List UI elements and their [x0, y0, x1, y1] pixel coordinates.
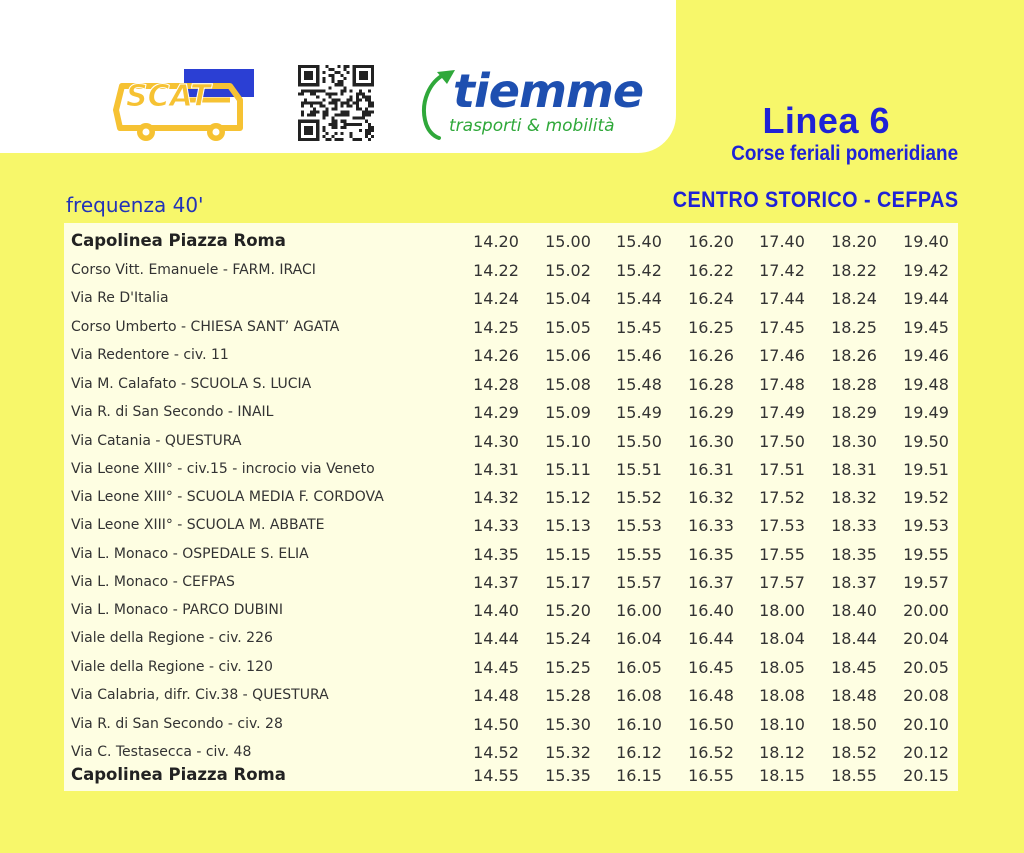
- stop-row: [64, 258, 958, 286]
- departure-time: 18.52: [831, 743, 877, 762]
- timetable: [64, 223, 958, 791]
- departure-time: 14.33: [473, 516, 519, 535]
- departure-time: 15.50: [616, 432, 662, 451]
- tiemme-tagline: trasporti & mobilità: [449, 116, 615, 136]
- tiemme-wordmark: tiemme: [453, 64, 644, 118]
- departure-time: 18.55: [831, 766, 877, 785]
- departure-time: 14.55: [473, 766, 519, 785]
- stop-row: [64, 429, 958, 457]
- departure-time: 15.30: [545, 715, 591, 734]
- departure-time: 15.00: [545, 232, 591, 251]
- departure-time: 16.44: [688, 629, 734, 648]
- scat-logo: [112, 66, 257, 144]
- departure-time: 15.20: [545, 601, 591, 620]
- qr-code-icon: [298, 65, 374, 141]
- departure-time: 17.49: [759, 403, 805, 422]
- stop-row: [64, 655, 958, 683]
- departure-time: 15.57: [616, 573, 662, 592]
- departure-time: 19.42: [903, 261, 949, 280]
- departure-time: 15.04: [545, 289, 591, 308]
- qr-code: [298, 65, 374, 141]
- stop-row: [64, 286, 958, 314]
- tiemme-logo: [415, 64, 644, 142]
- departure-time: 15.09: [545, 403, 591, 422]
- departure-time: 20.00: [903, 601, 949, 620]
- departure-time: 15.28: [545, 686, 591, 705]
- stop-row: [64, 598, 958, 626]
- departure-time: 16.40: [688, 601, 734, 620]
- departure-time: 19.55: [903, 545, 949, 564]
- stop-row: [64, 485, 958, 513]
- stop-name: Via Leone XIII° - SCUOLA M. ABBATE: [71, 517, 325, 533]
- departure-time: 14.35: [473, 545, 519, 564]
- departure-time: 18.20: [831, 232, 877, 251]
- departure-time: 16.26: [688, 346, 734, 365]
- departure-time: 15.11: [545, 460, 591, 479]
- departure-time: 17.48: [759, 375, 805, 394]
- departure-time: 18.00: [759, 601, 805, 620]
- departure-time: 18.24: [831, 289, 877, 308]
- departure-time: 17.46: [759, 346, 805, 365]
- departure-time: 15.08: [545, 375, 591, 394]
- departure-time: 15.12: [545, 488, 591, 507]
- departure-time: 14.52: [473, 743, 519, 762]
- departure-time: 19.50: [903, 432, 949, 451]
- stop-name: Via Redentore - civ. 11: [71, 347, 229, 363]
- departure-time: 19.51: [903, 460, 949, 479]
- departure-time: 15.06: [545, 346, 591, 365]
- line-subtitle: Corse feriali pomeridiane: [731, 142, 958, 165]
- departure-time: 15.32: [545, 743, 591, 762]
- departure-time: 14.48: [473, 686, 519, 705]
- stop-row: [64, 400, 958, 428]
- departure-time: 16.24: [688, 289, 734, 308]
- departure-time: 15.53: [616, 516, 662, 535]
- departure-time: 20.05: [903, 658, 949, 677]
- departure-time: 16.10: [616, 715, 662, 734]
- departure-time: 18.40: [831, 601, 877, 620]
- departure-time: 16.28: [688, 375, 734, 394]
- stop-name: Capolinea Piazza Roma: [71, 231, 286, 250]
- stop-name: Via Calabria, difr. Civ.38 - QUESTURA: [71, 687, 329, 703]
- departure-time: 19.40: [903, 232, 949, 251]
- departure-time: 14.32: [473, 488, 519, 507]
- stop-name: Via L. Monaco - PARCO DUBINI: [71, 602, 283, 618]
- departure-time: 14.40: [473, 601, 519, 620]
- departure-time: 16.48: [688, 686, 734, 705]
- departure-time: 15.25: [545, 658, 591, 677]
- scat-logo-text: SCAT: [126, 79, 211, 114]
- departure-time: 16.32: [688, 488, 734, 507]
- departure-time: 14.26: [473, 346, 519, 365]
- stop-row: [64, 457, 958, 485]
- stop-name: Corso Umberto - CHIESA SANT’ AGATA: [71, 319, 340, 335]
- departure-time: 15.15: [545, 545, 591, 564]
- departure-time: 14.45: [473, 658, 519, 677]
- stop-name: Capolinea Piazza Roma: [71, 765, 286, 784]
- departure-time: 18.32: [831, 488, 877, 507]
- departure-time: 16.55: [688, 766, 734, 785]
- departure-time: 18.25: [831, 318, 877, 337]
- departure-time: 20.15: [903, 766, 949, 785]
- departure-time: 19.45: [903, 318, 949, 337]
- stop-name: Viale della Regione - civ. 120: [71, 659, 273, 675]
- departure-time: 15.17: [545, 573, 591, 592]
- route-label: CENTRO STORICO - CEFPAS: [672, 187, 958, 212]
- stop-name: Via Catania - QUESTURA: [71, 433, 242, 449]
- stop-row: [64, 343, 958, 371]
- departure-time: 14.37: [473, 573, 519, 592]
- departure-time: 18.48: [831, 686, 877, 705]
- departure-time: 18.44: [831, 629, 877, 648]
- departure-time: 19.48: [903, 375, 949, 394]
- departure-time: 16.30: [688, 432, 734, 451]
- departure-time: 18.04: [759, 629, 805, 648]
- departure-time: 15.35: [545, 766, 591, 785]
- departure-time: 18.50: [831, 715, 877, 734]
- departure-time: 19.44: [903, 289, 949, 308]
- departure-time: 16.04: [616, 629, 662, 648]
- departure-time: 15.42: [616, 261, 662, 280]
- departure-time: 17.51: [759, 460, 805, 479]
- departure-time: 14.50: [473, 715, 519, 734]
- stop-row: [64, 513, 958, 541]
- stop-name: Viale della Regione - civ. 226: [71, 630, 273, 646]
- departure-time: 14.30: [473, 432, 519, 451]
- departure-time: 15.51: [616, 460, 662, 479]
- departure-time: 20.10: [903, 715, 949, 734]
- departure-time: 18.45: [831, 658, 877, 677]
- departure-time: 14.31: [473, 460, 519, 479]
- terminal-row: [64, 763, 958, 791]
- stop-row: [64, 542, 958, 570]
- stop-row: [64, 570, 958, 598]
- departure-time: 18.30: [831, 432, 877, 451]
- departure-time: 15.46: [616, 346, 662, 365]
- stop-name: Via R. di San Secondo - civ. 28: [71, 716, 283, 732]
- departure-time: 16.35: [688, 545, 734, 564]
- departure-time: 19.52: [903, 488, 949, 507]
- departure-time: 14.24: [473, 289, 519, 308]
- stop-name: Via Leone XIII° - SCUOLA MEDIA F. CORDOVA: [71, 489, 384, 505]
- departure-time: 16.00: [616, 601, 662, 620]
- stop-name: Via Re D'Italia: [71, 290, 169, 306]
- departure-time: 20.08: [903, 686, 949, 705]
- departure-time: 16.22: [688, 261, 734, 280]
- stop-row: [64, 712, 958, 740]
- departure-time: 15.52: [616, 488, 662, 507]
- departure-time: 18.33: [831, 516, 877, 535]
- departure-time: 15.40: [616, 232, 662, 251]
- departure-time: 17.45: [759, 318, 805, 337]
- departure-time: 19.49: [903, 403, 949, 422]
- departure-time: 14.20: [473, 232, 519, 251]
- departure-time: 18.35: [831, 545, 877, 564]
- departure-time: 17.55: [759, 545, 805, 564]
- departure-time: 15.45: [616, 318, 662, 337]
- line-title: Linea 6: [762, 100, 890, 141]
- stop-name: Via Leone XIII° - civ.15 - incrocio via Veneto: [71, 461, 375, 477]
- stop-name: Via C. Testasecca - civ. 48: [71, 744, 252, 760]
- departure-time: 18.08: [759, 686, 805, 705]
- departure-time: 16.05: [616, 658, 662, 677]
- departure-time: 17.50: [759, 432, 805, 451]
- departure-time: 15.44: [616, 289, 662, 308]
- stop-row: [64, 626, 958, 654]
- departure-time: 18.28: [831, 375, 877, 394]
- bus-icon: [112, 66, 257, 144]
- departure-time: 20.12: [903, 743, 949, 762]
- frequency-label: frequenza 40': [66, 193, 204, 217]
- stop-row: [64, 372, 958, 400]
- departure-time: 15.13: [545, 516, 591, 535]
- departure-time: 18.12: [759, 743, 805, 762]
- departure-time: 15.02: [545, 261, 591, 280]
- departure-time: 17.44: [759, 289, 805, 308]
- departure-time: 18.05: [759, 658, 805, 677]
- stop-name: Via M. Calafato - SCUOLA S. LUCIA: [71, 376, 312, 392]
- departure-time: 16.20: [688, 232, 734, 251]
- departure-time: 16.12: [616, 743, 662, 762]
- departure-time: 15.24: [545, 629, 591, 648]
- departure-time: 19.46: [903, 346, 949, 365]
- stop-name: Via L. Monaco - CEFPAS: [71, 574, 235, 590]
- stop-row: [64, 315, 958, 343]
- departure-time: 17.42: [759, 261, 805, 280]
- departure-time: 18.31: [831, 460, 877, 479]
- departure-time: 16.15: [616, 766, 662, 785]
- departure-time: 15.55: [616, 545, 662, 564]
- departure-time: 16.25: [688, 318, 734, 337]
- stop-row: [64, 683, 958, 711]
- stop-name: Via R. di San Secondo - INAIL: [71, 404, 274, 420]
- departure-time: 16.31: [688, 460, 734, 479]
- terminal-row: [64, 229, 958, 257]
- departure-time: 16.50: [688, 715, 734, 734]
- departure-time: 14.22: [473, 261, 519, 280]
- departure-time: 14.25: [473, 318, 519, 337]
- departure-time: 18.10: [759, 715, 805, 734]
- departure-time: 18.26: [831, 346, 877, 365]
- departure-time: 16.29: [688, 403, 734, 422]
- departure-time: 18.15: [759, 766, 805, 785]
- stop-name: Via L. Monaco - OSPEDALE S. ELIA: [71, 546, 309, 562]
- departure-time: 16.33: [688, 516, 734, 535]
- departure-time: 18.22: [831, 261, 877, 280]
- departure-time: 16.08: [616, 686, 662, 705]
- departure-time: 14.29: [473, 403, 519, 422]
- departure-time: 17.52: [759, 488, 805, 507]
- departure-time: 15.05: [545, 318, 591, 337]
- departure-time: 19.57: [903, 573, 949, 592]
- departure-time: 15.10: [545, 432, 591, 451]
- departure-time: 18.37: [831, 573, 877, 592]
- departure-time: 14.28: [473, 375, 519, 394]
- departure-time: 15.49: [616, 403, 662, 422]
- departure-time: 14.44: [473, 629, 519, 648]
- departure-time: 17.53: [759, 516, 805, 535]
- departure-time: 17.40: [759, 232, 805, 251]
- departure-time: 18.29: [831, 403, 877, 422]
- departure-time: 16.52: [688, 743, 734, 762]
- departure-time: 17.57: [759, 573, 805, 592]
- departure-time: 16.45: [688, 658, 734, 677]
- departure-time: 19.53: [903, 516, 949, 535]
- departure-time: 16.37: [688, 573, 734, 592]
- departure-time: 20.04: [903, 629, 949, 648]
- departure-time: 15.48: [616, 375, 662, 394]
- stop-name: Corso Vitt. Emanuele - FARM. IRACI: [71, 262, 316, 278]
